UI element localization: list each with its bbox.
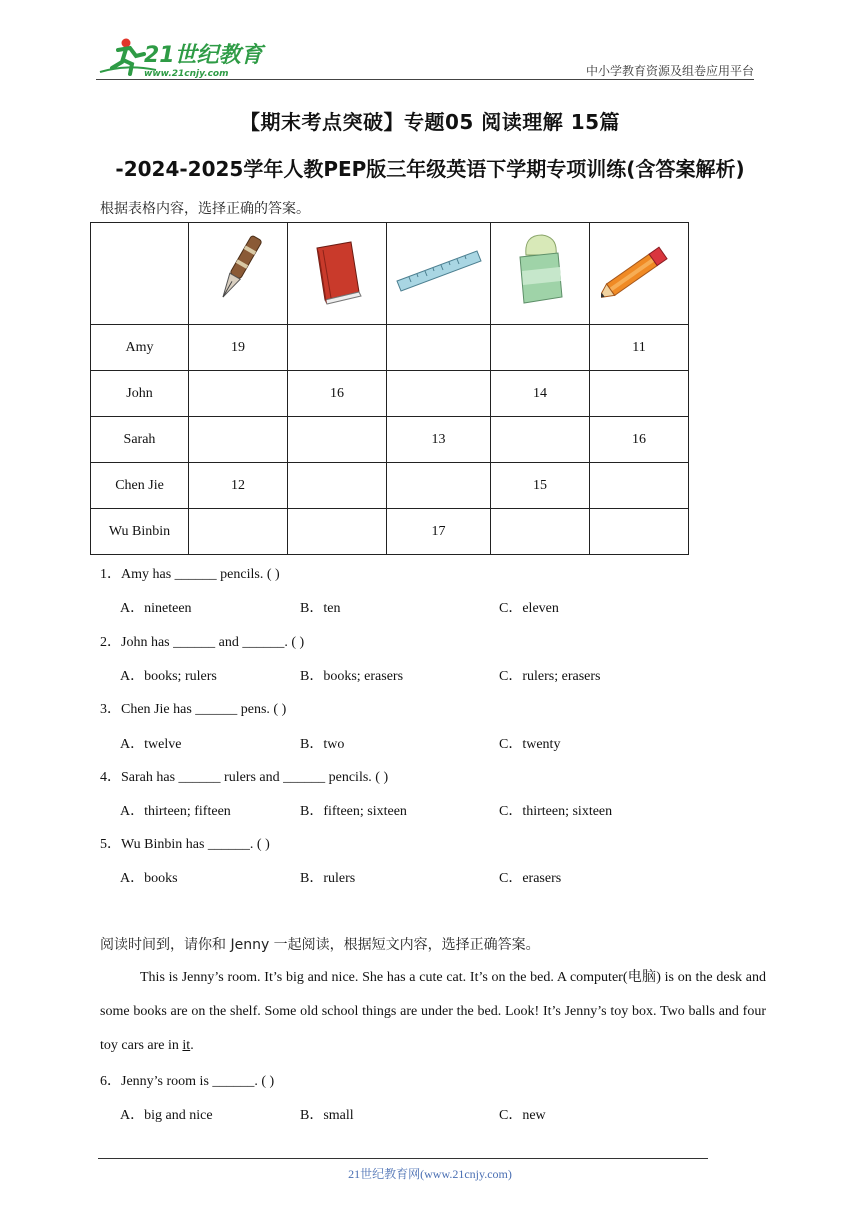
table-cell: 16 — [288, 371, 387, 417]
reading-passage — [100, 961, 766, 1063]
row-name-cell: John — [91, 371, 189, 417]
table-cell: 15 — [491, 463, 590, 509]
option-1b: B．ten — [300, 601, 341, 616]
table-cell: 16 — [590, 417, 689, 463]
option-2c: C．rulers; erasers — [499, 669, 601, 684]
section1-instruction: 根据表格内容，选择正确的答案。 — [100, 201, 310, 217]
eraser-icon — [510, 231, 570, 311]
question-5: 5．Wu Binbin has ______. ( ) — [100, 837, 270, 852]
site-logo — [96, 34, 266, 80]
row-name-cell: Chen Jie — [91, 463, 189, 509]
option-4c: C．thirteen; sixteen — [499, 804, 613, 819]
option-1a: A．nineteen — [120, 601, 192, 616]
table-corner-cell — [91, 223, 189, 325]
table-cell — [288, 463, 387, 509]
option-3b: B．two — [300, 737, 345, 752]
page-title: 【期末考点突破】专题05 阅读理解 15篇 — [239, 110, 621, 134]
passage-end: . — [190, 1038, 194, 1053]
passage-text: This is Jenny’s room. It’s big and nice. She has a cute cat. It’s on the bed. A computer(电脑) is on the desk and some books are on the shelf. Some old school things are under the bed. Look! It’s Jenny’s toy box. Two balls and four toy cars are in — [100, 970, 766, 1053]
table-cell — [590, 509, 689, 555]
option-4b: B．fifteen; sixteen — [300, 804, 407, 819]
option-2b: B．books; erasers — [300, 669, 404, 684]
table-cell: 13 — [387, 417, 491, 463]
table-cell — [189, 371, 288, 417]
passage-underlined-word: it — [182, 1038, 191, 1053]
pen-icon — [208, 231, 268, 311]
question-3: 3．Chen Jie has ______ pens. ( ) — [100, 702, 287, 717]
table-cell: 17 — [387, 509, 491, 555]
option-6b: B．small — [300, 1108, 354, 1123]
table-header-cell — [590, 223, 689, 325]
row-name-cell: Sarah — [91, 417, 189, 463]
option-2a: A．books; rulers — [120, 669, 217, 684]
question-2: 2．John has ______ and ______. ( ) — [100, 635, 305, 650]
option-1c: C．eleven — [499, 601, 559, 616]
table-cell — [387, 325, 491, 371]
table-cell — [491, 417, 590, 463]
option-6a: A．big and nice — [120, 1108, 213, 1123]
table-cell — [590, 463, 689, 509]
table-cell — [491, 325, 590, 371]
footer-divider — [98, 1158, 708, 1159]
table-row — [91, 371, 689, 417]
svg-text:21世纪教育: 21世纪教育 — [144, 43, 263, 68]
table-cell — [288, 509, 387, 555]
question-6: 6．Jenny’s room is ______. ( ) — [100, 1074, 275, 1089]
table-row — [91, 463, 689, 509]
question-4: 4．Sarah has ______ rulers and ______ pencils. ( ) — [100, 770, 389, 785]
ruler-icon — [395, 241, 483, 301]
option-5a: A．books — [120, 871, 178, 886]
book-icon — [307, 236, 367, 306]
option-4a: A．thirteen; fifteen — [120, 804, 231, 819]
pencil-icon — [601, 236, 677, 306]
table-row — [91, 509, 689, 555]
table-cell: 12 — [189, 463, 288, 509]
header-divider — [96, 79, 754, 80]
svg-text:www.21cnjy.com: www.21cnjy.com — [144, 69, 229, 79]
page-subtitle: -2024-2025学年人教PEP版三年级英语下学期专项训练(含答案解析) — [115, 157, 745, 181]
footer-link[interactable]: 21世纪教育网(www.21cnjy.com) — [348, 1167, 512, 1181]
option-3c: C．twenty — [499, 737, 561, 752]
table-header-cell — [491, 223, 590, 325]
table-cell — [288, 325, 387, 371]
section2-instruction: 阅读时间到，请你和 Jenny 一起阅读，根据短文内容，选择正确答案。 — [100, 937, 540, 953]
option-5c: C．erasers — [499, 871, 562, 886]
table-cell — [387, 371, 491, 417]
table-cell: 19 — [189, 325, 288, 371]
option-6c: C．new — [499, 1108, 546, 1123]
items-table — [90, 222, 689, 555]
table-row — [91, 325, 689, 371]
platform-label: 中小学教育资源及组卷应用平台 — [585, 64, 754, 78]
table-cell: 14 — [491, 371, 590, 417]
table-header-cell — [189, 223, 288, 325]
table-cell — [387, 463, 491, 509]
table-header-cell — [387, 223, 491, 325]
row-name-cell: Amy — [91, 325, 189, 371]
table-header-row — [91, 223, 689, 325]
table-cell: 11 — [590, 325, 689, 371]
table-row — [91, 417, 689, 463]
question-1: 1．Amy has ______ pencils. ( ) — [100, 567, 280, 582]
table-cell — [189, 509, 288, 555]
table-header-cell — [288, 223, 387, 325]
row-name-cell: Wu Binbin — [91, 509, 189, 555]
option-5b: B．rulers — [300, 871, 356, 886]
table-cell — [288, 417, 387, 463]
table-cell — [590, 371, 689, 417]
table-cell — [491, 509, 590, 555]
option-3a: A．twelve — [120, 737, 182, 752]
table-cell — [189, 417, 288, 463]
